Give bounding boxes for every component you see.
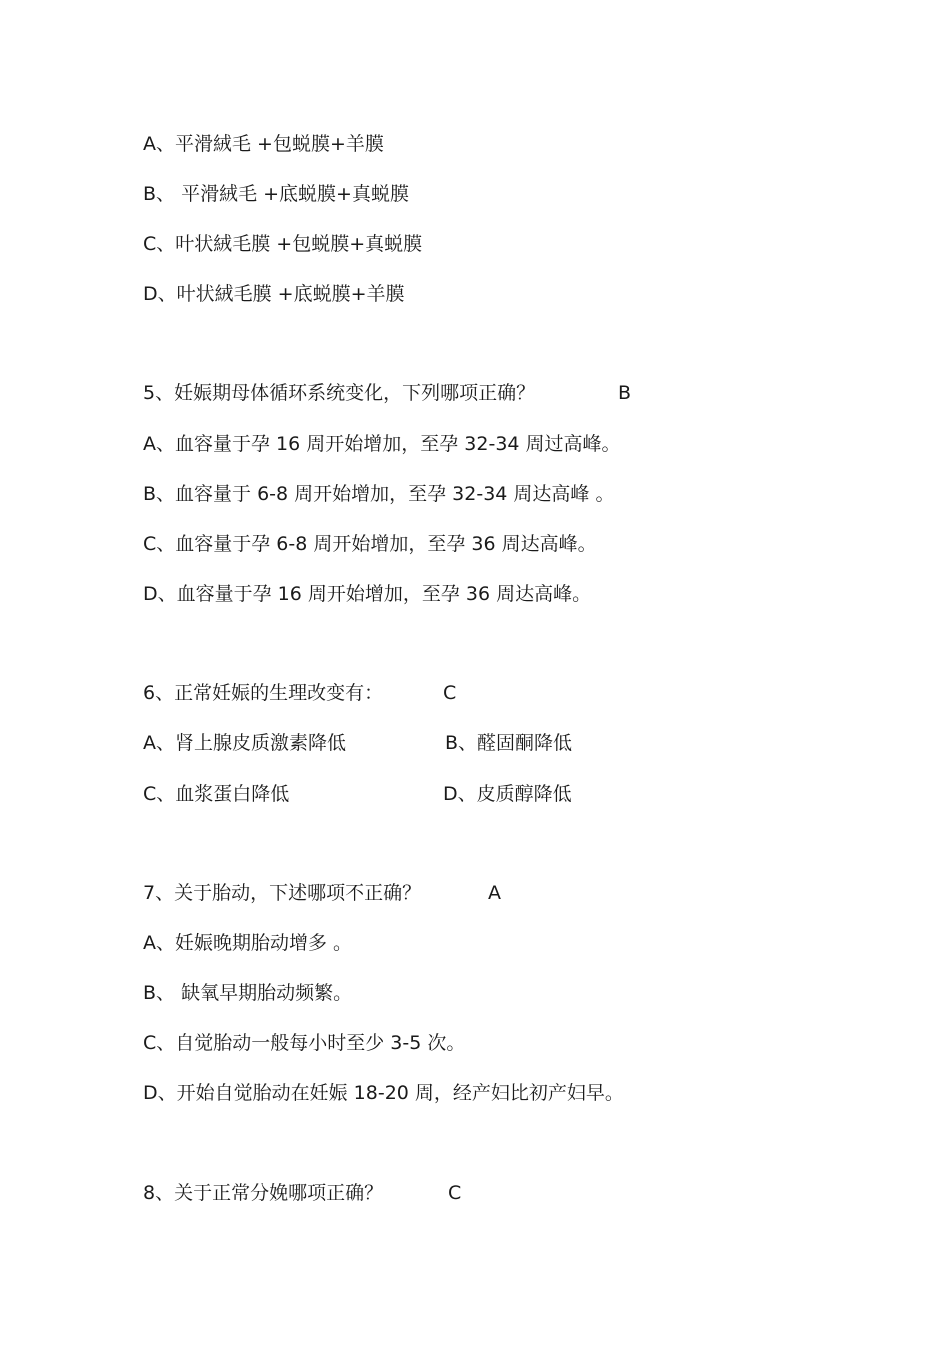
q4-option-b: B、 平滑絨毛 +底蜕膜+真蜕膜 (143, 183, 409, 205)
q6-option-c: C、血浆蛋白降低 (143, 783, 290, 805)
q6-option-b: B、醛固酮降低 (445, 732, 573, 754)
q6-option-d: D、皮质醇降低 (443, 783, 572, 805)
q5-option-d: D、血容量于孕 16 周开始增加，至孕 36 周达高峰。 (143, 583, 592, 605)
q8-question: 8、关于正常分娩哪项正确？ (143, 1182, 384, 1204)
q6-question: 6、正常妊娠的生理改变有： (143, 682, 384, 704)
q7-option-a: A、妊娠晚期胎动增多 。 (143, 932, 353, 954)
q6-answer: C (443, 682, 457, 704)
q5-option-b: B、血容量于 6-8 周开始增加，至孕 32-34 周达高峰 。 (143, 483, 615, 505)
q8-answer: C (448, 1182, 462, 1204)
q5-answer: B (618, 382, 632, 404)
q5-option-c: C、血容量于孕 6-8 周开始增加，至孕 36 周达高峰。 (143, 533, 597, 555)
q4-option-c: C、叶状絨毛膜 +包蜕膜+真蜕膜 (143, 233, 423, 255)
q5-option-a: A、血容量于孕 16 周开始增加，至孕 32-34 周过高峰。 (143, 433, 621, 455)
q6-option-a: A、肾上腺皮质激素降低 (143, 732, 346, 754)
q7-option-b: B、 缺氧早期胎动频繁。 (143, 982, 353, 1004)
q7-answer: A (488, 882, 501, 904)
q4-option-a: A、平滑絨毛 +包蜕膜+羊膜 (143, 133, 384, 155)
q7-question: 7、关于胎动，下述哪项不正确？ (143, 882, 422, 904)
q7-option-c: C、自觉胎动一般每小时至少 3-5 次。 (143, 1032, 466, 1054)
q4-option-d: D、叶状絨毛膜 +底蜕膜+羊膜 (143, 283, 405, 305)
q5-question: 5、妊娠期母体循环系统变化，下列哪项正确？ (143, 382, 536, 404)
q7-option-d: D、开始自觉胎动在妊娠 18-20 周，经产妇比初产妇早。 (143, 1082, 624, 1104)
